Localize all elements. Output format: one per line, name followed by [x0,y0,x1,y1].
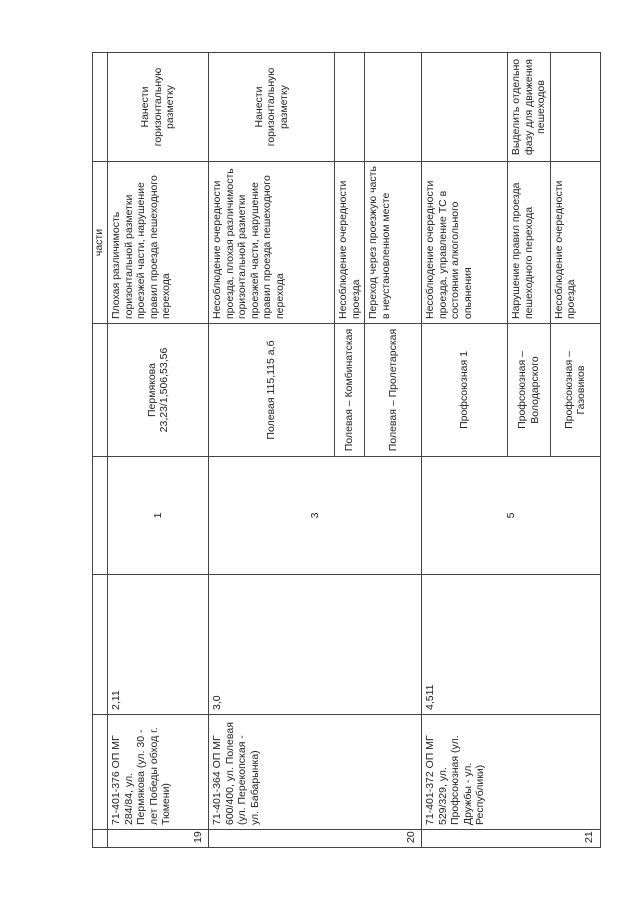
road-name: 71-401-364 ОП МГ 600/400, ул. Полевая (ул. Перекопская - ул. Бабарынка) [209,715,422,830]
measure: Нанести горизонтальную разметку [108,53,209,162]
header-cell [93,715,108,830]
header-cell [93,830,108,848]
road-name: 71-401-376 ОП МГ 284/84, ул. Пермякова (ул. 30 - лет Победы обход г. Тюмени) [108,715,209,830]
accident-sites-table [92,52,601,848]
accident-place: Полевая – Комбинатская [335,324,365,457]
measure [550,53,600,162]
table-row [422,53,508,848]
accident-cause: Нарушение правил проезда пешеходного перехода [508,162,551,324]
accident-cause: Несоблюдение очередности проезда [335,162,365,324]
accident-count: 3 [209,457,422,575]
header-cell [93,457,108,575]
measure: Выделить отдельно фазу для движения пешеходов [508,53,551,162]
accident-place: Полевая 115,115 а,б [209,324,335,457]
header-cell [93,324,108,457]
header-cell [93,53,108,162]
header-cell [93,575,108,715]
rotated-table-wrapper [92,53,597,848]
measure [422,53,508,162]
accident-cause: Несоблюдение очередности проезда [550,162,600,324]
accident-cause: Несоблюдение очередности проезда, плохая различимость горизонтальной разметки проезжей части, нарушение правил проезда пешеходного перехода [209,162,335,324]
table-header-row [93,53,108,848]
accident-place: Профсоюзная 1 [422,324,508,457]
measure: Нанести горизонтальную разметку [209,53,335,162]
accident-count: 5 [422,457,601,575]
accident-place: Пермякова 23,23/1,506,53,56 [108,324,209,457]
road-length: 2,11 [108,575,209,715]
road-length: 3,0 [209,575,422,715]
accident-place: Полевая – Пролетарская [365,324,422,457]
row-number: 21 [422,830,601,848]
road-length: 4,511 [422,575,601,715]
accident-cause: Переход через проезжую часть в неустановленном месте [365,162,422,324]
accident-place: Профсоюзная – Газовиков [550,324,600,457]
accident-count: 1 [108,457,209,575]
row-number: 19 [108,830,209,848]
road-name: 71-401-372 ОП МГ 529/329, ул. Профсоюзная (ул. Дружбы - ул. Республики) [422,715,601,830]
header-cause-tail: части [93,162,108,324]
table-row [209,53,335,848]
accident-cause: Плохая различимость горизонтальной разметки проезжей части, нарушение правил проезда пешеходного перехода [108,162,209,324]
accident-place: Профсоюзная – Володарского [508,324,551,457]
table-row [108,53,209,848]
measure [335,53,365,162]
row-number: 20 [209,830,422,848]
accident-cause: Несоблюдение очередности проезда, управление ТС в состоянии алкогольного опьянения [422,162,508,324]
measure [365,53,422,162]
